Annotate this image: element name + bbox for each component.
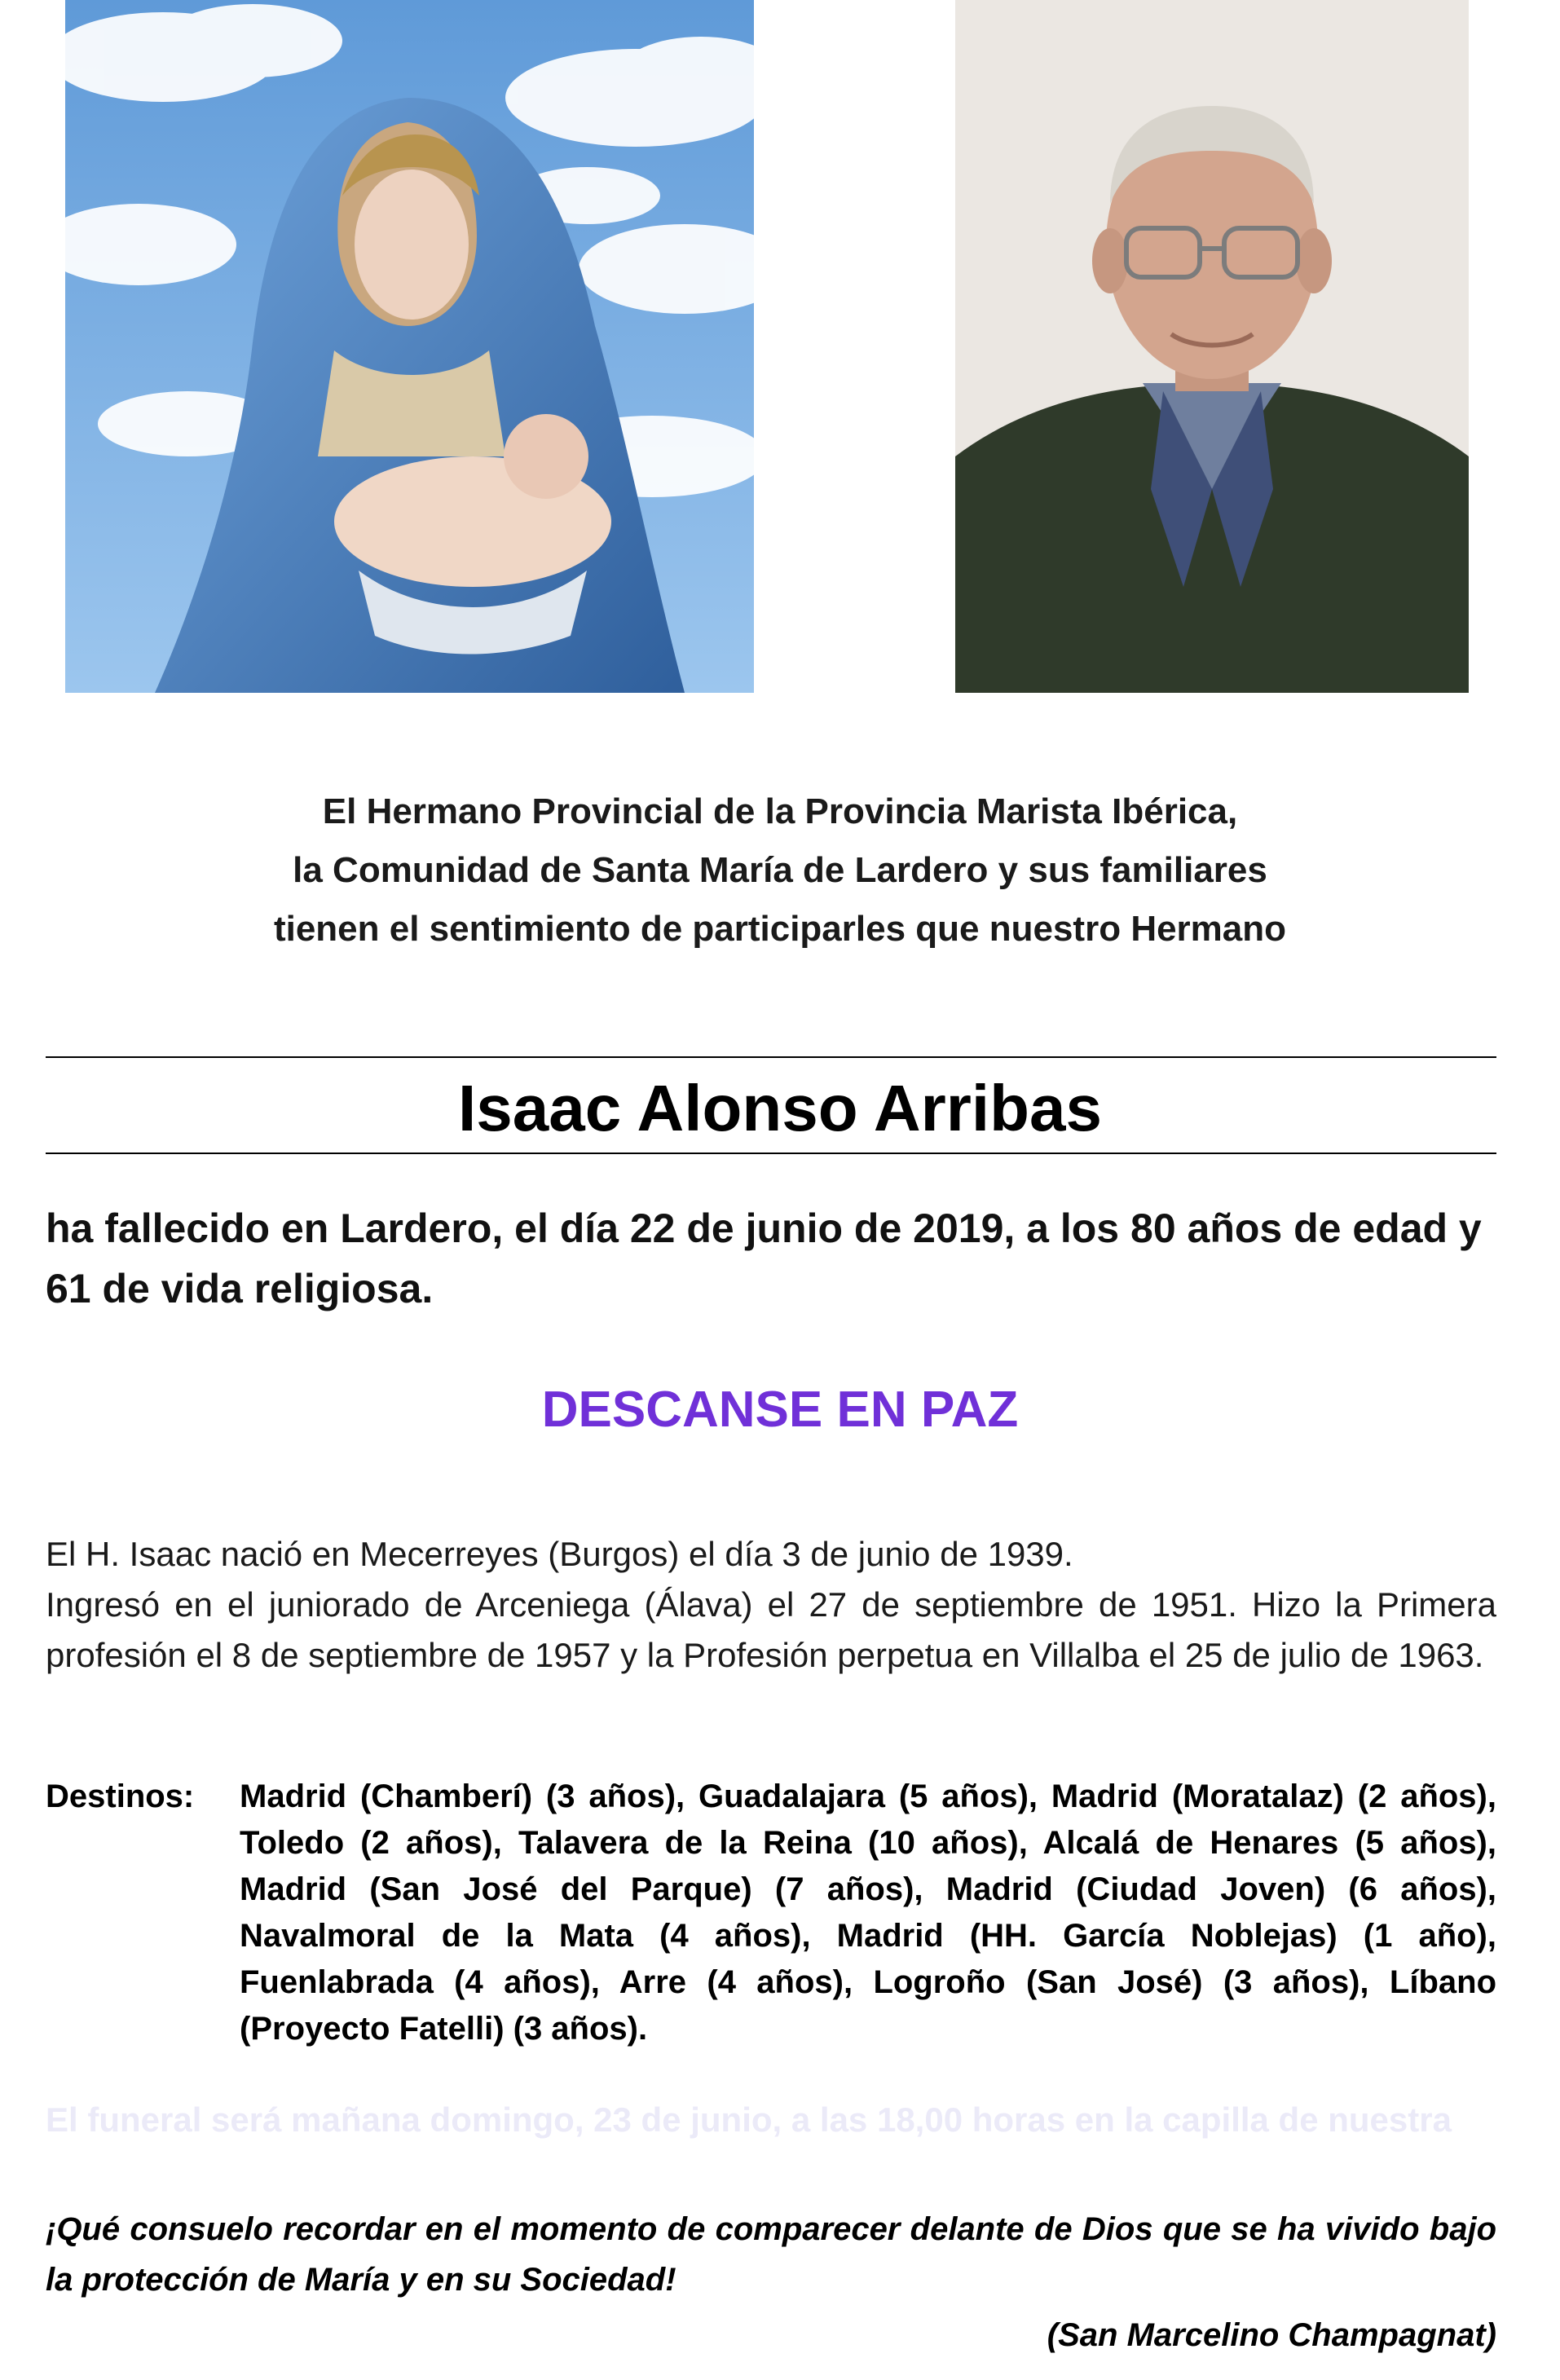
divider-bottom bbox=[46, 1153, 1496, 1154]
quote-author: (San Marcelino Champagnat) bbox=[1047, 2317, 1496, 2353]
elderly-man-portrait-icon bbox=[955, 0, 1469, 693]
bio-birth: El H. Isaac nació en Mecerreyes (Burgos) el día 3 de junio de 1939. bbox=[46, 1535, 1073, 1573]
destinations-list: Madrid (Chamberí) (3 años), Guadalajara (5 años), Madrid (Moratalaz) (2 años), Toledo (2 años), Talavera de la Reina (10 años), Alcalá de Henares (5 años), Madrid (San José del Parque) (7 años), Madrid (Ciudad Joven) (6 años), Navalmoral de la Mata (4 años), Madrid (HH. García Noblejas) (1 año), Fuenlabrada (4 años), Arre (4 años), Logroño (San José) (3 años), Líbano (Proyecto Fatelli) (3 años). bbox=[240, 1778, 1496, 2047]
rest-in-peace-heading: DESCANSE EN PAZ bbox=[541, 1382, 1019, 1438]
portrait-photo bbox=[955, 0, 1469, 693]
virgin-and-child-photo bbox=[65, 0, 754, 693]
divider-top bbox=[46, 1056, 1496, 1058]
intro-line: El Hermano Provincial de la Provincia Marista Ibérica, bbox=[322, 791, 1238, 831]
intro-line: tienen el sentimiento de participarles que nuestro Hermano bbox=[273, 909, 1287, 949]
deceased-name: Isaac Alonso Arribas bbox=[458, 1072, 1102, 1144]
quote-text: ¡Qué consuelo recordar en el momento de comparecer delante de Dios que se ha vivido bajo la protección de María y en su Sociedad! bbox=[46, 2211, 1496, 2298]
intro-line: la Comunidad de Santa María de Lardero y sus familiares bbox=[293, 850, 1267, 890]
virgin-and-child-statue-icon bbox=[65, 0, 754, 693]
funeral-notice: El funeral será mañana domingo, 23 de junio, a las 18,00 horas en la capilla de nuestra bbox=[46, 2100, 1452, 2139]
intro-text bbox=[0, 782, 1560, 959]
death-notice: ha fallecido en Lardero, el día 22 de junio de 2019, a los 80 años de edad y 61 de vida religiosa. bbox=[46, 1205, 1482, 1311]
bio-profession: Ingresó en el juniorado de Arceniega (Álava) el 27 de septiembre de 1951. Hizo la Primera profesión el 8 de septiembre de 1957 y la Profesión perpetua en Villalba el 25 de julio de 1963. bbox=[46, 1585, 1496, 1674]
destinations-label: Destinos: bbox=[46, 1778, 195, 1814]
